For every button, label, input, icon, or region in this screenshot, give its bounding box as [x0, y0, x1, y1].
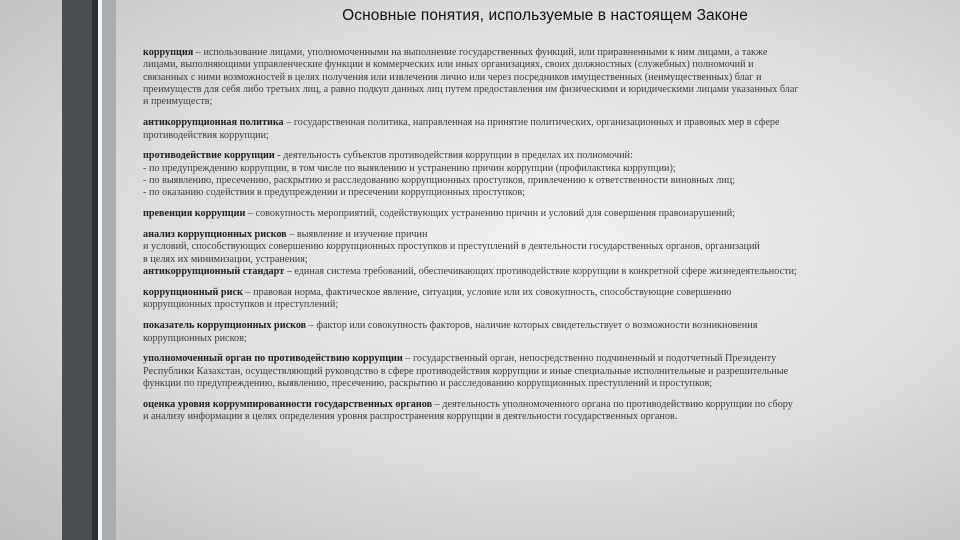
sidebar-grey-bar: [102, 0, 116, 540]
definition-term: анализ коррупционных рисков: [143, 229, 287, 241]
definition-text: - по выявлению, пресечению, раскрытию и расследованию коррупционных проступков, привлечению к ответственности виновных лиц;: [143, 175, 736, 187]
definition-text: и анализу информации в целях определения уровня распространения коррупции в деятельности государственных органов.: [143, 411, 678, 423]
definition-term: оценка уровня коррумпированности государственных органов: [143, 398, 433, 410]
slide-title: Основные понятия, используемые в настоящем Законе: [342, 7, 748, 24]
definition-text: Республики Казахстан, осуществляющий руководство в сфере противодействия коррупции и иные специальные исполнительные и разрешительные: [143, 365, 789, 377]
definition-text: в целях их минимизации, устранения;: [143, 253, 308, 265]
definition-text: лицами, выполняющими управленческие функции в коммерческих или иных организациях, своих должностных (служебных) полномочий и: [143, 59, 754, 71]
definition-term: антикоррупционный стандарт: [143, 266, 285, 278]
definition-item: [143, 353, 918, 390]
definition-item: [143, 117, 918, 142]
definition-line: [143, 287, 918, 299]
definition-line: [143, 366, 918, 378]
definition-text: – фактор или совокупность факторов, наличие которых свидетельствует о возможности возникновения: [306, 320, 758, 332]
definition-term: уполномоченный орган по противодействию коррупции: [143, 353, 403, 365]
definition-line: [143, 47, 918, 59]
definition-text: функции по предупреждению, выявлению, пресечению, раскрытию и расследованию коррупционных преступлений и проступков;: [143, 378, 713, 390]
definition-item: [143, 208, 918, 220]
definition-term: коррупционный риск: [143, 287, 243, 298]
definition-item: [143, 320, 918, 345]
definition-text: и преимуществ;: [143, 96, 213, 108]
definition-line: [143, 353, 918, 365]
definition-text: коррупционных рисков;: [143, 332, 247, 344]
definition-term: противодействие коррупции: [143, 150, 275, 162]
definition-line: [143, 187, 918, 199]
definition-line: [143, 130, 918, 142]
definition-text: коррупционных проступков и преступлений;: [143, 299, 339, 311]
definition-text: – выявление и изучение причин: [286, 229, 428, 241]
definition-item: [143, 229, 918, 266]
definition-line: [143, 175, 918, 187]
definition-text: противодействия коррупции;: [143, 129, 269, 141]
definition-line: [143, 399, 918, 411]
definition-line: [143, 333, 918, 345]
definition-text: – использование лицами, уполномоченными на выполнение государственных функций, или приравненными к ним лицами, а также: [193, 47, 768, 58]
definition-line: [143, 96, 918, 108]
definition-line: [143, 72, 918, 84]
sidebar-dark-bar: [62, 0, 92, 540]
definition-term: антикоррупционная политика: [143, 117, 284, 129]
definition-line: [143, 117, 918, 129]
definition-line: [143, 299, 918, 311]
definition-text: – единая система требований, обеспечивающих противодействие коррупции в конкретной сфере жизнедеятельности;: [284, 266, 797, 278]
definition-term: показатель коррупционных рисков: [143, 320, 307, 332]
definition-line: [143, 411, 918, 423]
definitions-list: [143, 47, 918, 424]
definition-line: [143, 254, 918, 266]
definition-line: [143, 150, 918, 162]
definition-term: превенция коррупции: [143, 208, 246, 220]
definition-line: [143, 378, 918, 390]
definition-line: [143, 84, 918, 96]
definition-term: коррупция: [143, 47, 194, 58]
definition-line: [143, 229, 918, 241]
definition-line: [143, 266, 918, 278]
definition-text: – правовая норма, фактическое явление, ситуация, условие или их совокупность, способствующие совершению: [242, 287, 732, 298]
definition-line: [143, 320, 918, 332]
definition-item: [143, 399, 918, 424]
definition-line: [143, 59, 918, 71]
definition-text: и условий, способствующих совершению коррупционных проступков и преступлений в деятельности государственных органов, организаций: [143, 241, 760, 253]
definition-text: связанных с ними возможностей в целях получения или извлечения лично или через посредников имущественных (неимущественных) благ и: [143, 71, 762, 83]
definition-text: преимуществ для себя либо третьих лиц, а равно подкуп данных лиц путем предоставления им физическими и юридическими лицами указанных благ: [143, 84, 799, 96]
definition-item: [143, 150, 918, 199]
definition-line: [143, 208, 918, 220]
definition-item: [143, 287, 918, 312]
definition-line: [143, 241, 918, 253]
definition-item: [143, 47, 918, 109]
definition-text: – государственный орган, непосредственно подчиненный и подотчетный Президенту: [402, 353, 777, 365]
definition-line: [143, 163, 918, 175]
definition-text: – совокупность мероприятий, содействующих устранению причин и условий для совершения правонарушений;: [245, 208, 736, 220]
definition-text: - деятельность субъектов противодействия коррупции в пределах их полномочий:: [274, 150, 633, 162]
definition-item: [143, 266, 918, 278]
definition-text: – государственная политика, направленная на принятие политических, организационных и правовых мер в сфере: [283, 117, 780, 129]
definition-text: – деятельность уполномоченного органа по противодействию коррупции по сбору: [432, 398, 793, 410]
definition-text: - по оказанию содействия в предупреждении и пресечении коррупционных проступков;: [143, 187, 526, 199]
definition-text: - по предупреждению коррупции, в том числе по выявлению и устранению причин коррупции (профилактика коррупции);: [143, 162, 676, 174]
